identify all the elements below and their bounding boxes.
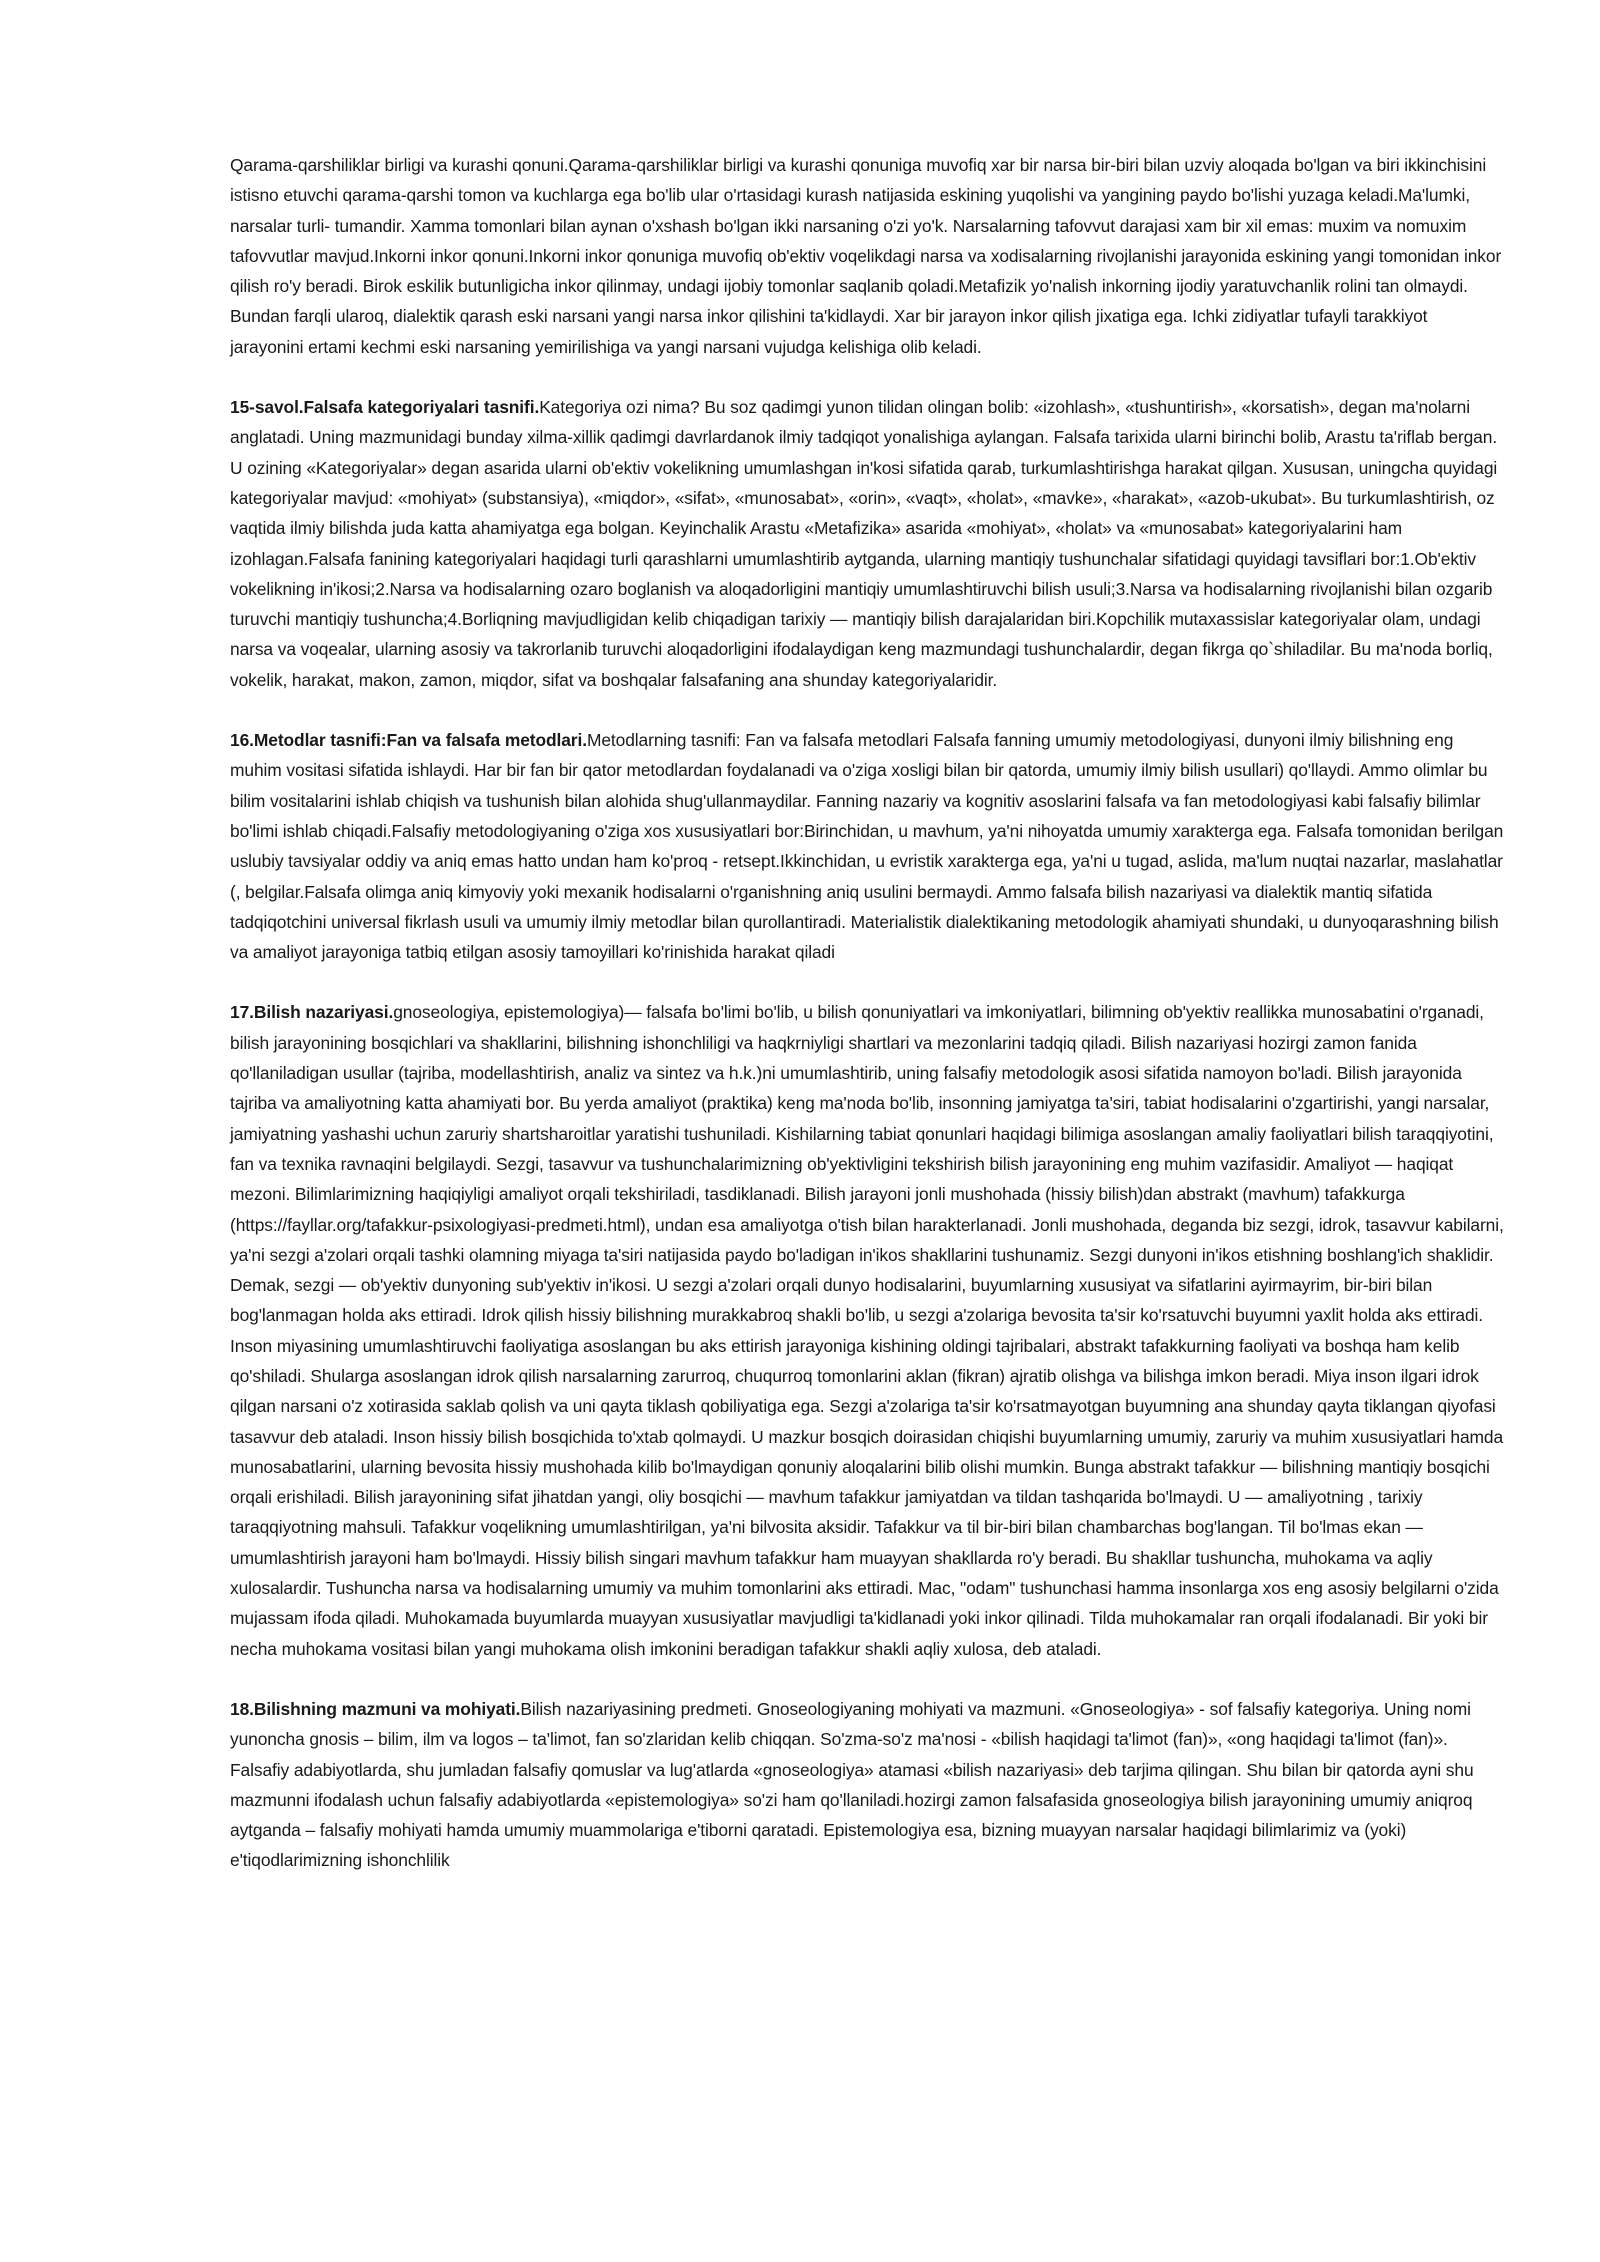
paragraph-text: Metodlarning tasnifi: Fan va falsafa metodlari Falsafa fanning umumiy metodologiyasi, dunyoni ilmiy bilishning eng muhim vositasi sifatida ishlaydi. Har bir fan bir qator metodlardan foydalanadi va o'ziga xosligi bilan bir qatorda, umumiy ilmiy bilish usullari) qo'llaydi. Ammo olimlar bu bilim vositalarini ishlab chiqish va tushunish bilan alohida shug'ullanmaydilar. Fanning nazariy va kognitiv asoslarini falsafa va fan metodologiyasi kabi falsafiy bilimlar bo'limi ishlab chiqadi.Falsafiy metodologiyaning o'ziga xos xususiyatlari bor:Birinchidan, u mavhum, ya'ni nihoyatda umumiy xarakterga ega. Falsafa tomonidan berilgan uslubiy tavsiyalar oddiy va aniq emas hatto undan ham ko'proq - retsept.Ikkinchidan, u evristik xarakterga ega, ya'ni u tugad, aslida, ma'lum nuqtai nazarlar, maslahatlar (, belgilar.Falsafa olimga aniq kimyoviy yoki mexanik hodisalarni o'rganishning aniq usulini bermaydi. Ammo falsafa bilish nazariyasi va dialektik mantiq sifatida tadqiqotchini universal fikrlash usuli va umumiy ilmiy metodlar bilan qurollantiradi. Materialistik dialektikaning metodologik ahamiyati shundaki, u dunyoqarashning bilish va amaliyot jarayoniga tatbiq etilgan asosiy tamoyillari ko'rinishida harakat qiladi: [230, 730, 1504, 963]
paragraph-cognition-essence: [230, 1694, 1505, 1876]
paragraph-epistemology: [230, 997, 1505, 1664]
paragraph-methods: [230, 725, 1505, 967]
paragraph-heading: 17.Bilish nazariyasi.: [230, 1002, 394, 1023]
paragraph-text: Bilish nazariyasining predmeti. Gnoseologiyaning mohiyati va mazmuni. «Gnoseologiya» - sof falsafiy kategoriya. Uning nomi yunoncha gnosis – bilim, ilm va logos – ta'limot, fan so'zlaridan kelib chiqqan. So'zma-so'z ma'nosi - «bilish haqidagi ta'limot (fan)», «ong haqidagi ta'limot (fan)». Falsafiy adabiyotlarda, shu jumladan falsafiy qomuslar va lug'atlarda «gnoseologiya» atamasi «bilish nazariyasi» deb tarjima qilingan. Shu bilan bir qatorda ayni shu mazmunni ifodalash uchun falsafiy adabiyotlarda «epistemologiya» so'zi ham qo'llaniladi.hozirgi zamon falsafasida gnoseologiya bilish jarayonining umumiy aniqroq aytganda – falsafiy mohiyati hamda umumiy muammolariga e'tiborni qaratadi. Epistemologiya esa, bizning muayyan narsalar haqidagi bilimlarimiz va (yoki) e'tiqodlarimizning ishonchlilik: [230, 1698, 1474, 1871]
paragraph-categories: [230, 392, 1505, 695]
paragraph-text: Qarama-qarshiliklar birligi va kurashi qonuni.Qarama-qarshiliklar birligi va kurashi qonuniga muvofiq xar bir narsa bir-biri bilan uzviy aloqada bo'lgan va biri ikkinchisini istisno etuvchi qarama-qarshi tomon va kuchlarga ega bo'lib ular o'rtasidagi kurash natijasida eskining yuqolishi va yangining paydo bo'lishi yuzaga keladi.Ma'lumki, narsalar turli- tumandir. Xamma tomonlari bilan aynan o'xshash bo'lgan ikki narsaning o'zi yo'k. Narsalarning tafovvut darajasi xam bir xil emas: muxim va nomuxim tafovvutlar mavjud.Inkorni inkor qonuni.Inkorni inkor qonuniga muvofiq ob'ektiv voqelikdagi narsa va xodisalarning rivojlanishi jarayonida eskining yangi tomonidan inkor qilish ro'y beradi. Birok eskilik butunligicha inkor qilinmay, undagi ijobiy tomonlar saqlanib qoladi.Metafizik yo'nalish inkorning ijodiy yaratuvchanlik rolini tan olmaydi. Bundan farqli ularoq, dialektik qarash eski narsani yangi narsa inkor qilishini ta'kidlaydi. Xar bir jarayon inkor qilish jixatiga ega. Ichki zidiyatlar tufayli tarakkiyot jarayonini ertami kechmi eski narsaning yemirilishiga va yangi narsani vujudga kelishiga olib keladi.: [230, 155, 1502, 357]
paragraph-text: Kategoriya ozi nima? Bu soz qadimgi yunon tilidan olingan bolib: «izohlash», «tushuntirish», «korsatish», degan ma'nolarni anglatadi. Uning mazmunidagi bunday xilma-xillik qadimgi davrlardanok ilmiy tadqiqot yonalishiga aylangan. Falsafa tarixida ularni birinchi bolib, Arastu ta'riflab bergan. U ozining «Kategoriyalar» degan asarida ularni ob'ektiv vokelikning umumlashgan in'kosi sifatida qarab, turkumlashtirishga harakat qilgan. Xususan, uningcha quyidagi kategoriyalar mavjud: «mohiyat» (substansiya), «miqdor», «sifat», «munosabat», «orin», «vaqt», «holat», «mavke», «harakat», «azob-ukubat». Bu turkumlashtirish, oz vaqtida ilmiy bilishda juda katta ahamiyatga ega bolgan. Keyinchalik Arastu «Metafizika» asarida «mohiyat», «holat» va «munosabat» kategoriyalarini ham izohlagan.Falsafa fanining kategoriyalari haqidagi turli qarashlarni umumlashtirib aytganda, ularning mantiqiy tushunchalar sifatidagi quyidagi tavsiflari bor:1.Ob'ektiv vokelikning in'ikosi;2.Narsa va hodisalarning ozaro boglanish va aloqadorligini mantiqiy umumlashtiruvchi bilish usuli;3.Narsa va hodisalarning rivojlanishi bilan ozgarib turuvchi mantiqiy tushuncha;4.Borliqning mavjudligidan kelib chiqadigan tarixiy — mantiqiy bilish darajalaridan biri.Kopchilik mutaxassislar kategoriyalar olam, undagi narsa va voqealar, ularning asosiy va takrorlanib turuvchi aloqadorligini ifodalaydigan keng mazmundagi tushunchalardir, degan fikrga qo`shiladilar. Bu ma'noda borliq, vokelik, harakat, makon, zamon, miqdor, sifat va boshqalar falsafaning ana shunday kategoriyalaridir.: [230, 397, 1498, 690]
document-page: [230, 150, 1505, 1906]
paragraph-heading: 15-savol.Falsafa kategoriyalari tasnifi.: [230, 397, 540, 418]
paragraph-heading: 18.Bilishning mazmuni va mohiyati.: [230, 1698, 521, 1719]
paragraph-dialectics-laws: [230, 150, 1505, 362]
paragraph-text: gnoseologiya, epistemologiya)— falsafa bo'limi bo'lib, u bilish qonuniyatlari va imkoniyatlari, bilimning ob'yektiv reallikka munosabatini o'rganadi, bilish jarayonining bosqichlari va shakllarini, bilishning ishonchliligi va haqkrniyligi shartlari va mezonlarini tadqiq qiladi. Bilish nazariyasi hozirgi zamon fanida qo'llaniladigan usullar (tajriba, modellashtirish, analiz va sintez va h.k.)ni umumlashtirib, uning falsafiy metodologik asosi sifatida namoyon bo'ladi. Bilish jarayonida tajriba va amaliyotning katta ahamiyati bor. Bu yerda amaliyot (praktika) keng ma'noda bo'lib, insonning jamiyatga ta'siri, tabiat hodisalarini o'zgartirishi, yangi narsalar, jamiyatning yashashi uchun zaruriy shartsharoitlar yaratishi tushuniladi. Kishilarning tabiat qonunlari haqidagi bilimiga asoslangan amaliy faoliyatlari bilish taraqqiyotini, fan va texnika ravnaqini belgilaydi. Sezgi, tasavvur va tushunchalarimizning ob'yektivligini tekshirish bilish jarayonining eng muhim vazifasidir. Amaliyot — haqiqat mezoni. Bilimlarimizning haqiqiyligi amaliyot orqali tekshiriladi, tasdiklanadi. Bilish jarayoni jonli mushohada (hissiy bilish)dan abstrakt (mavhum) tafakkurga (https://fayllar.org/tafakkur-psixologiyasi-predmeti.html), undan esa amaliyotga o'tish bilan harakterlanadi. Jonli mushohada, deganda biz sezgi, idrok, tasavvur kabilarni, ya'ni sezgi a'zolari orqali tashki olamning miyaga ta'siri natijasida paydo bo'ladigan in'ikos shakllarini tushunamiz. Sezgi dunyoni in'ikos etishning boshlang'ich shaklidir. Demak, sezgi — ob'yektiv dunyoning sub'yektiv in'ikosi. U sezgi a'zolari orqali dunyo hodisalarini, buyumlarning xususiyat va sifatlarini ayirmayrim, bir-biri bilan bog'lanmagan holda aks ettiradi. Idrok qilish hissiy bilishning murakkabroq shakli bo'lib, u sezgi a'zolariga bevosita ta'sir ko'rsatuvchi buyumni yaxlit holda aks ettiradi. Inson miyasining umumlashtiruvchi faoliyatiga asoslangan bu aks ettirish jarayoniga kishining oldingi tajribalari, abstrakt tafakkurning faoliyati va boshqa ham kelib qo'shiladi. Shularga asoslangan idrok qilish narsalarning zarurroq, chuqurroq tomonlarini aklan (fikran) ajratib olishga va bilishga imkon beradi. Miya inson ilgari idrok qilgan narsani o'z xotirasida saklab qolish va uni qayta tiklash qobiliyatiga ega. Sezgi a'zolariga ta'sir ko'rsatmayotgan buyumning ana shunday qayta tiklangan qiyofasi tasavvur deb ataladi. Inson hissiy bilish bosqichida to'xtab qolmaydi. U mazkur bosqich doirasidan chiqishi buyumlarning umumiy, zaruriy va muhim xususiyatlari hamda munosabatlarini, ularning bevosita hissiy mushohada kilib bo'lmaydigan qonuniy aloqalarini bilib olishi mumkin. Bunga abstrakt tafakkur — bilishning mantiqiy bosqichi orqali erishiladi. Bilish jarayonining sifat jihatdan yangi, oliy bosqichi — mavhum tafakkur jamiyatdan va tildan tashqarida bo'lmaydi. U — amaliyotning , tarixiy taraqqiyotning mahsuli. Tafakkur voqelikning umumlashtirilgan, ya'ni bilvosita aksidir. Tafakkur va til bir-biri bilan chambarchas bog'langan. Til bo'lmas ekan — umumlashtirish jarayoni ham bo'lmaydi. Hissiy bilish singari mavhum tafakkur ham muayyan shakllarda ro'y beradi. Bu shakllar tushuncha, muhokama va aqliy xulosalardir. Tushuncha narsa va hodisalarning umumiy va muhim tomonlarini aks ettiradi. Mac, "odam" tushunchasi hamma insonlarga xos eng asosiy belgilarni o'zida mujassam ifoda qiladi. Muhokamada buyumlarda muayyan xususiyatlar mavjudligi ta'kidlanadi yoki inkor qilinadi. Tilda muhokamalar ran orqali ifodalanadi. Bir yoki bir necha muhokama vositasi bilan yangi muhokama olish imkonini beradigan tafakkur shakli aqliy xulosa, deb ataladi.: [230, 1002, 1504, 1659]
paragraph-heading: 16.Metodlar tasnifi:Fan va falsafa metodlari.: [230, 730, 587, 751]
